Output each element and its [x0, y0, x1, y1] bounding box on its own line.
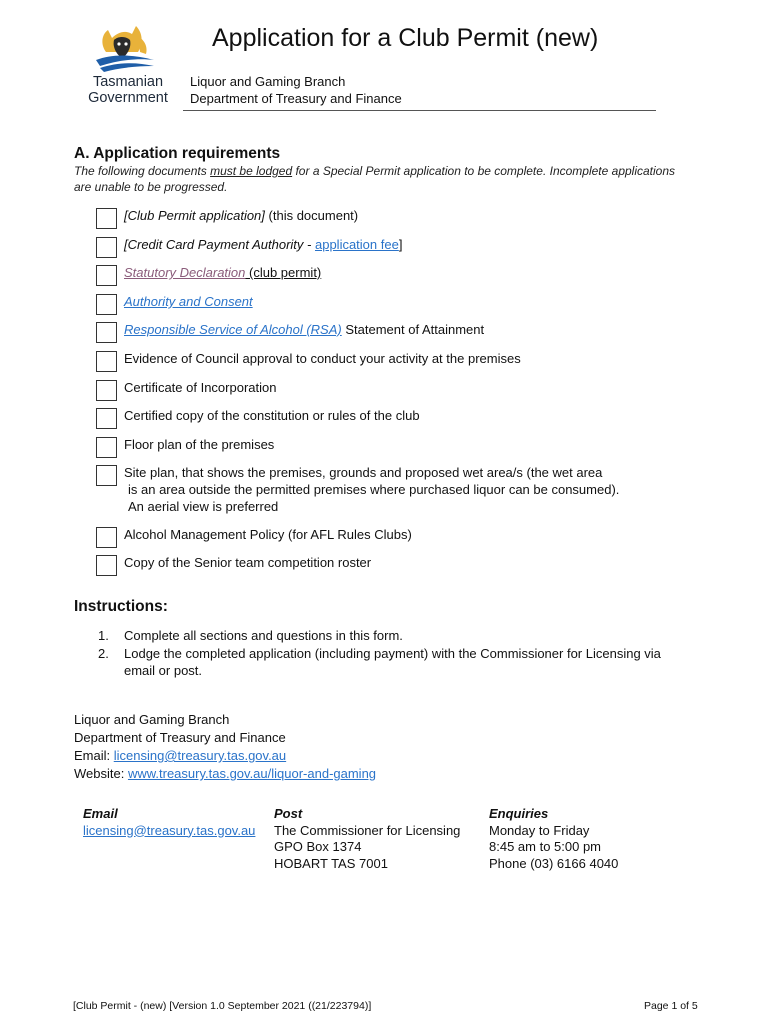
contact-website-link[interactable]: www.treasury.tas.gov.au/liquor-and-gaming [127, 766, 377, 781]
instruction-text: Complete all sections and questions in this form. [124, 628, 403, 643]
enquiries-line-1: Monday to Friday [489, 822, 590, 838]
item-bracket: ] [398, 237, 403, 252]
checkbox[interactable] [96, 294, 117, 315]
email-column-heading: Email [83, 806, 118, 821]
item-note: (club permit) [245, 265, 322, 280]
item-note: (this document) [264, 208, 359, 223]
header-branch: Liquor and Gaming Branch [190, 74, 346, 89]
page-title: Application for a Club Permit (new) [212, 24, 599, 52]
checkbox[interactable] [96, 408, 117, 429]
contact-branch: Liquor and Gaming Branch [74, 712, 230, 727]
item-text: Certified copy of the constitution or rules of the club [124, 408, 420, 423]
checkbox[interactable] [96, 465, 117, 486]
checkbox[interactable] [96, 527, 117, 548]
enquiries-line-3: Phone (03) 6166 4040 [489, 855, 619, 871]
devil-emblem-icon [78, 22, 174, 78]
contact-email-label: Email: [74, 748, 114, 763]
intro-text-1: The following documents [74, 164, 211, 178]
item-doc-name: [Club Permit application] [124, 208, 265, 223]
item-text: Floor plan of the premises [124, 437, 275, 452]
header-divider [183, 110, 656, 111]
intro-text-3: are unable to be progressed. [74, 180, 228, 194]
footer-version: [Club Permit - (new) [Version 1.0 September 2021 ((21/223794)] [73, 1000, 372, 1012]
item-doc-name: [Credit Card Payment Authority - [124, 237, 315, 252]
post-column-heading: Post [274, 806, 303, 821]
site-plan-line-2: is an area outside the permitted premises where purchased liquor can be consumed). [128, 482, 620, 497]
item-text: Certificate of Incorporation [124, 380, 277, 395]
logo-line-2: Government [88, 90, 168, 106]
checkbox[interactable] [96, 322, 117, 343]
site-plan-line-1: Site plan, that shows the premises, grounds and proposed wet area/s (the wet area [124, 465, 603, 480]
statutory-declaration-link[interactable]: Statutory Declaration [124, 265, 246, 280]
logo-wordmark [78, 74, 178, 106]
checkbox[interactable] [96, 437, 117, 458]
instruction-number: 1. [98, 628, 109, 643]
checkbox[interactable] [96, 555, 117, 576]
enquiries-line-2: 8:45 am to 5:00 pm [489, 839, 602, 854]
logo-line-1: Tasmanian [92, 74, 164, 90]
site-plan-line-3: An aerial view is preferred [128, 499, 279, 514]
header-department: Department of Treasury and Finance [190, 91, 402, 106]
checkbox[interactable] [96, 208, 117, 229]
instruction-text-line-1: Lodge the completed application (including payment) with the Commissioner for Licensing via [124, 646, 661, 661]
section-a-heading: A. Application requirements [74, 145, 281, 162]
authority-consent-link[interactable]: Authority and Consent [124, 294, 253, 309]
checkbox[interactable] [96, 237, 117, 258]
application-fee-link[interactable]: application fee [314, 237, 399, 252]
contact-email-link[interactable]: licensing@treasury.tas.gov.au [113, 748, 287, 763]
checkbox[interactable] [96, 265, 117, 286]
item-note: Statement of Attainment [341, 322, 485, 337]
rsa-link[interactable]: Responsible Service of Alcohol (RSA) [124, 322, 342, 337]
footer-page-number: Page 1 of 5 [644, 1000, 698, 1012]
contact-email-row [74, 747, 286, 765]
item-text: Alcohol Management Policy (for AFL Rules Clubs) [124, 527, 412, 542]
instructions-heading: Instructions: [74, 598, 168, 615]
post-line-2: GPO Box 1374 [274, 839, 362, 854]
post-line-3: HOBART TAS 7001 [274, 855, 388, 871]
email-column-link[interactable]: licensing@treasury.tas.gov.au [83, 822, 256, 838]
email-column [83, 806, 255, 839]
contact-department: Department of Treasury and Finance [74, 730, 286, 745]
instruction-number: 2. [98, 646, 109, 661]
checkbox[interactable] [96, 380, 117, 401]
intro-text-2: for a Special Permit application to be complete. Incomplete applications [292, 164, 676, 178]
post-line-1: The Commissioner for Licensing [274, 822, 461, 838]
item-text: Evidence of Council approval to conduct your activity at the premises [124, 351, 521, 366]
checkbox[interactable] [96, 351, 117, 372]
instruction-text-line-2: email or post. [124, 663, 203, 678]
item-text: Copy of the Senior team competition roster [124, 555, 372, 570]
item-text [124, 464, 704, 515]
contact-website-row [74, 765, 376, 783]
enquiries-column [489, 806, 618, 872]
enquiries-column-heading: Enquiries [489, 806, 549, 821]
contact-website-label: Website: [74, 766, 128, 781]
intro-underlined: must be lodged [210, 164, 293, 178]
section-a-intro [74, 163, 704, 195]
instruction-text [124, 645, 704, 679]
post-column [274, 806, 460, 872]
